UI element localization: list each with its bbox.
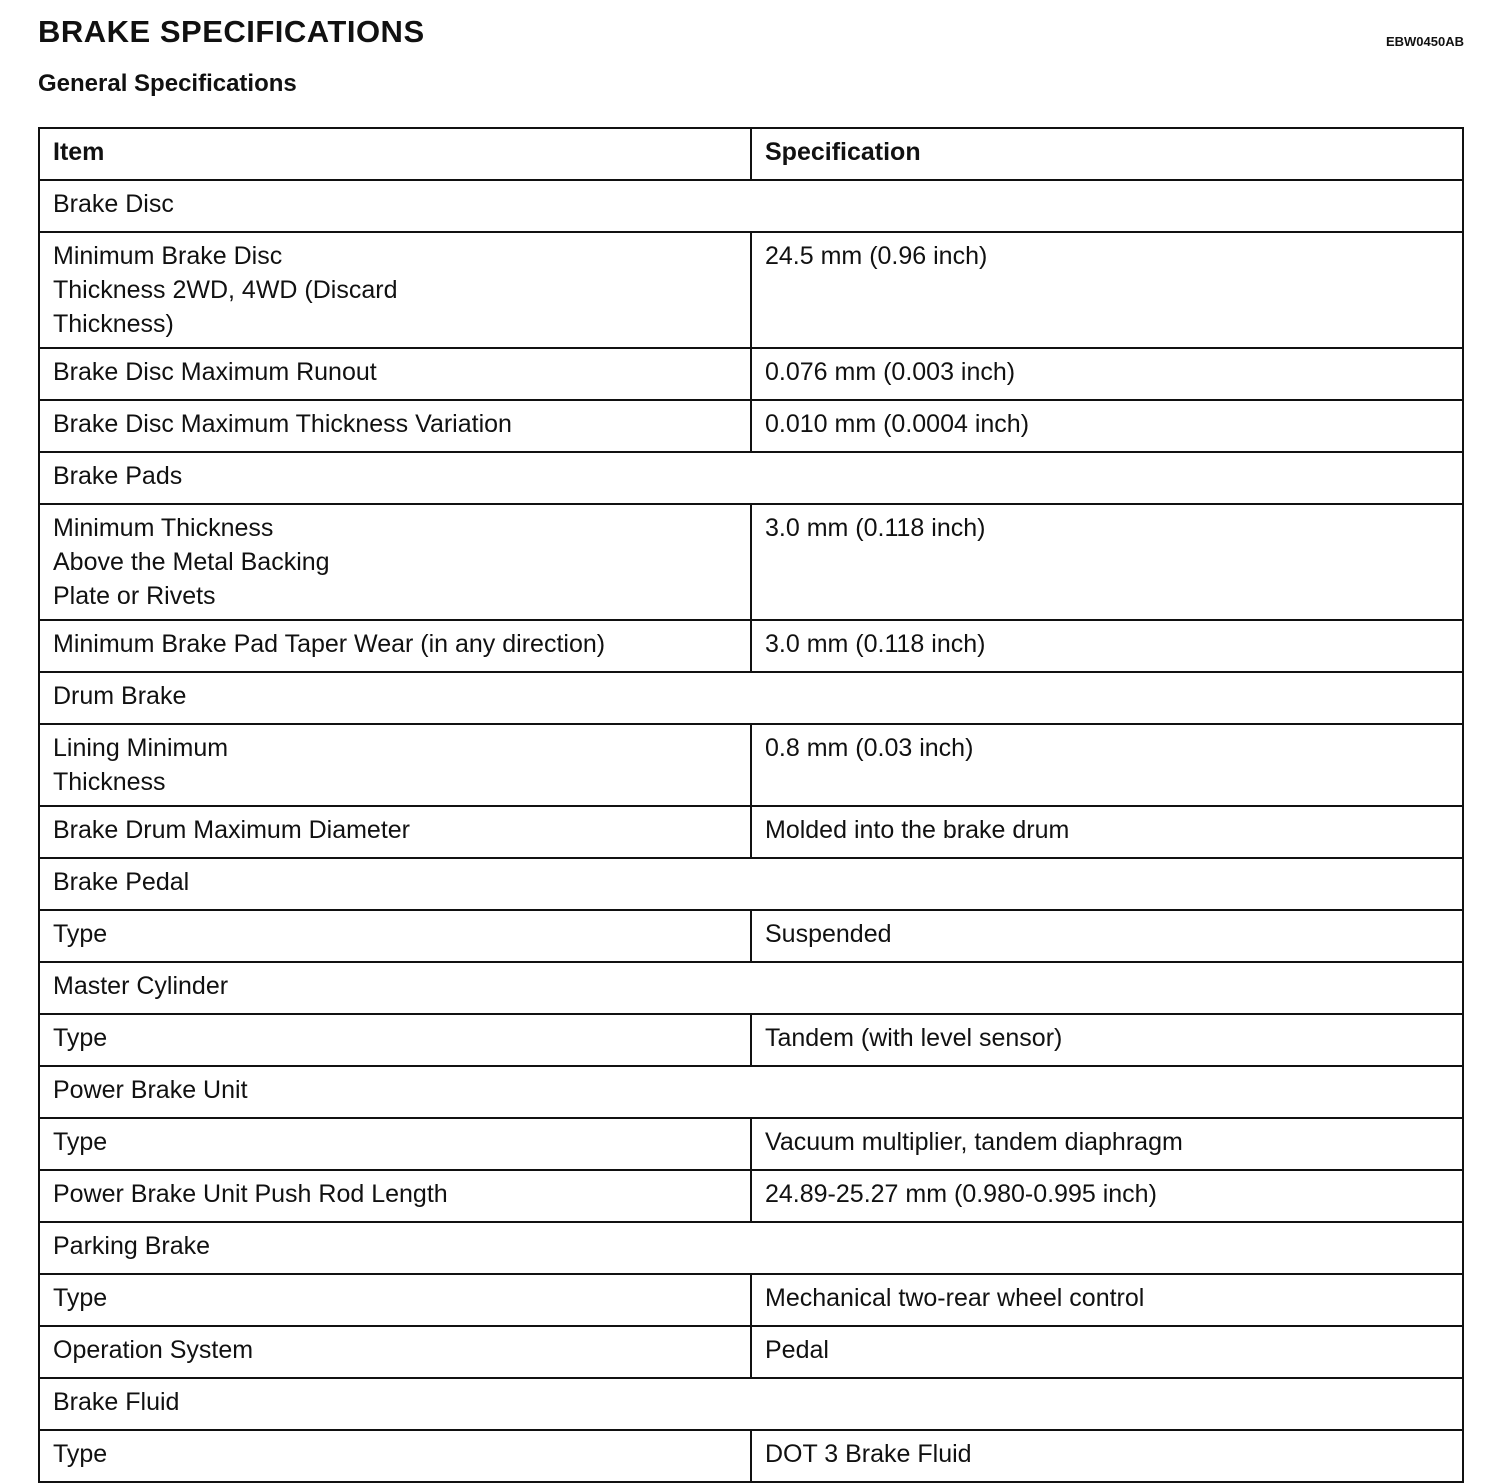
section-row — [39, 962, 1463, 1014]
specification-cell: 0.076 mm (0.003 inch) — [751, 348, 1463, 400]
table-row — [39, 1430, 1463, 1482]
item-cell: Type — [39, 1014, 751, 1066]
item-cell: Minimum Thickness Above the Metal Backing Plate or Rivets — [39, 504, 751, 620]
item-cell: Type — [39, 1274, 751, 1326]
specification-cell: 3.0 mm (0.118 inch) — [751, 504, 1463, 620]
specification-cell: 24.89-25.27 mm (0.980-0.995 inch) — [751, 1170, 1463, 1222]
section-subtitle: General Specifications — [38, 70, 297, 97]
item-cell: Type — [39, 1430, 751, 1482]
table-row — [39, 806, 1463, 858]
section-row — [39, 1378, 1463, 1430]
section-row — [39, 672, 1463, 724]
section-label: Brake Fluid — [39, 1378, 1463, 1430]
section-label: Parking Brake — [39, 1222, 1463, 1274]
item-cell: Lining Minimum Thickness — [39, 724, 751, 806]
item-cell: Type — [39, 910, 751, 962]
table-row — [39, 348, 1463, 400]
table-row — [39, 1170, 1463, 1222]
column-header-specification: Specification — [751, 128, 1463, 180]
table-row — [39, 1014, 1463, 1066]
specification-cell: DOT 3 Brake Fluid — [751, 1430, 1463, 1482]
item-cell: Type — [39, 1118, 751, 1170]
item-cell: Minimum Brake Pad Taper Wear (in any direction) — [39, 620, 751, 672]
table-row — [39, 504, 1463, 620]
table-row — [39, 1326, 1463, 1378]
section-label: Brake Pads — [39, 452, 1463, 504]
column-header-item: Item — [39, 128, 751, 180]
section-label: Master Cylinder — [39, 962, 1463, 1014]
section-row — [39, 452, 1463, 504]
item-cell: Minimum Brake Disc Thickness 2WD, 4WD (Discard Thickness) — [39, 232, 751, 348]
document-code: EBW0450AB — [1385, 34, 1464, 49]
specification-cell: Vacuum multiplier, tandem diaphragm — [751, 1118, 1463, 1170]
table-row — [39, 910, 1463, 962]
table-row — [39, 1118, 1463, 1170]
specification-cell: Pedal — [751, 1326, 1463, 1378]
table-row — [39, 400, 1463, 452]
table-row — [39, 724, 1463, 806]
section-label: Brake Disc — [39, 180, 1463, 232]
item-cell: Power Brake Unit Push Rod Length — [39, 1170, 751, 1222]
specification-cell: 24.5 mm (0.96 inch) — [751, 232, 1463, 348]
item-cell: Operation System — [39, 1326, 751, 1378]
table-header-row — [39, 128, 1463, 180]
table-row — [39, 232, 1463, 348]
section-label: Power Brake Unit — [39, 1066, 1463, 1118]
section-row — [39, 1066, 1463, 1118]
specification-cell: Tandem (with level sensor) — [751, 1014, 1463, 1066]
section-label: Drum Brake — [39, 672, 1463, 724]
table-row — [39, 620, 1463, 672]
specifications-table — [38, 127, 1464, 1483]
specification-cell: 3.0 mm (0.118 inch) — [751, 620, 1463, 672]
item-cell: Brake Disc Maximum Thickness Variation — [39, 400, 751, 452]
specification-cell: 0.8 mm (0.03 inch) — [751, 724, 1463, 806]
table-row — [39, 1274, 1463, 1326]
section-row — [39, 1222, 1463, 1274]
section-row — [39, 180, 1463, 232]
specification-cell: 0.010 mm (0.0004 inch) — [751, 400, 1463, 452]
specification-cell: Suspended — [751, 910, 1463, 962]
section-label: Brake Pedal — [39, 858, 1463, 910]
item-cell: Brake Drum Maximum Diameter — [39, 806, 751, 858]
specification-cell: Mechanical two-rear wheel control — [751, 1274, 1463, 1326]
specification-cell: Molded into the brake drum — [751, 806, 1463, 858]
page-title: BRAKE SPECIFICATIONS — [38, 14, 425, 49]
section-row — [39, 858, 1463, 910]
item-cell: Brake Disc Maximum Runout — [39, 348, 751, 400]
